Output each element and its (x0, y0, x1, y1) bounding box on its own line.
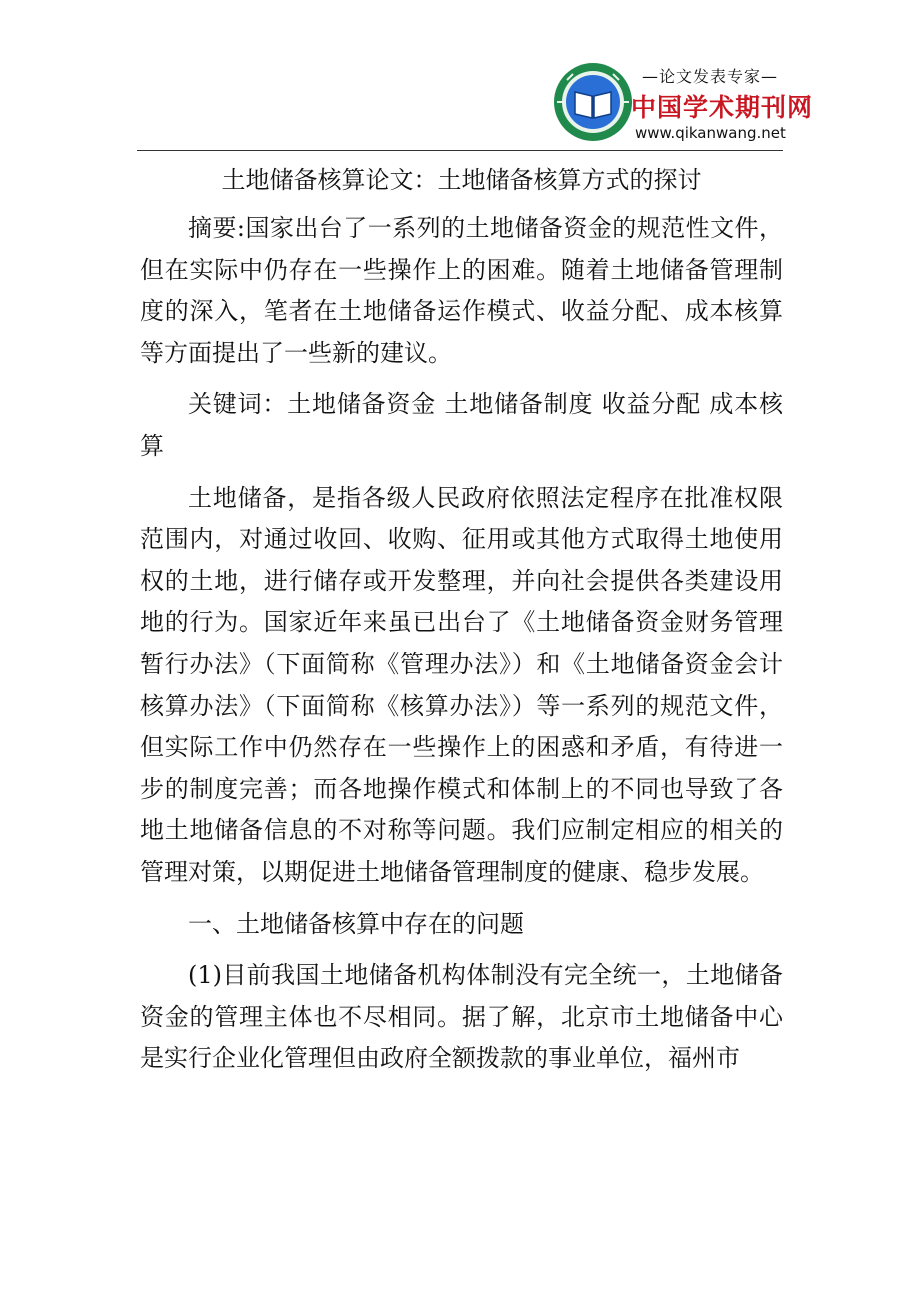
intro-paragraph: 土地储备，是指各级人民政府依照法定程序在批准权限范围内，对通过收回、收购、征用或其他方式取得土地使用权的土地，进行储存或开发整理，并向社会提供各类建设用地的行为。国家近年来虽已出台了《土地储备资金财务管理暂行办法》（下面简称《管理办法》）和《土地储备资金会计核算办法》（下面简称《核算办法》）等一系列的规范文件，但实际工作中仍然存在一些操作上的困惑和矛盾，有待进一步的制度完善；而各地操作模式和体制上的不同也导致了各地土地储备信息的不对称等问题。我们应制定相应的相关的管理对策，以期促进土地储备管理制度的健康、稳步发展。 (140, 483, 783, 886)
header-divider (137, 150, 783, 151)
document-body (140, 158, 783, 1090)
body-paragraph: (1)目前我国土地储备机构体制没有完全统一，土地储备资金的管理主体也不尽相同。据了解，北京市土地储备中心是实行企业化管理但由政府全额拨款的事业单位，福州市 (140, 961, 783, 1073)
logo-slogan: —论文发表专家— (641, 67, 778, 86)
logo-url: www.qikanwang.net (635, 124, 786, 142)
logo-site-name: 中国学术期刊网 (631, 93, 814, 122)
site-logo-header (553, 58, 814, 150)
document-title: 土地储备核算论文：土地储备核算方式的探讨 (221, 166, 702, 194)
section-heading: 一、土地储备核算中存在的问题 (188, 909, 524, 938)
book-seal-icon (553, 62, 633, 142)
abstract-paragraph: 摘要:国家出台了一系列的土地储备资金的规范性文件，但在实际中仍存在一些操作上的困难。随着土地储备管理制度的深入，笔者在土地储备运作模式、收益分配、成本核算等方面提出了一些新的建议。 (140, 214, 783, 367)
keywords-paragraph: 关键词：土地储备资金 土地储备制度 收益分配 成本核算 (140, 390, 783, 460)
